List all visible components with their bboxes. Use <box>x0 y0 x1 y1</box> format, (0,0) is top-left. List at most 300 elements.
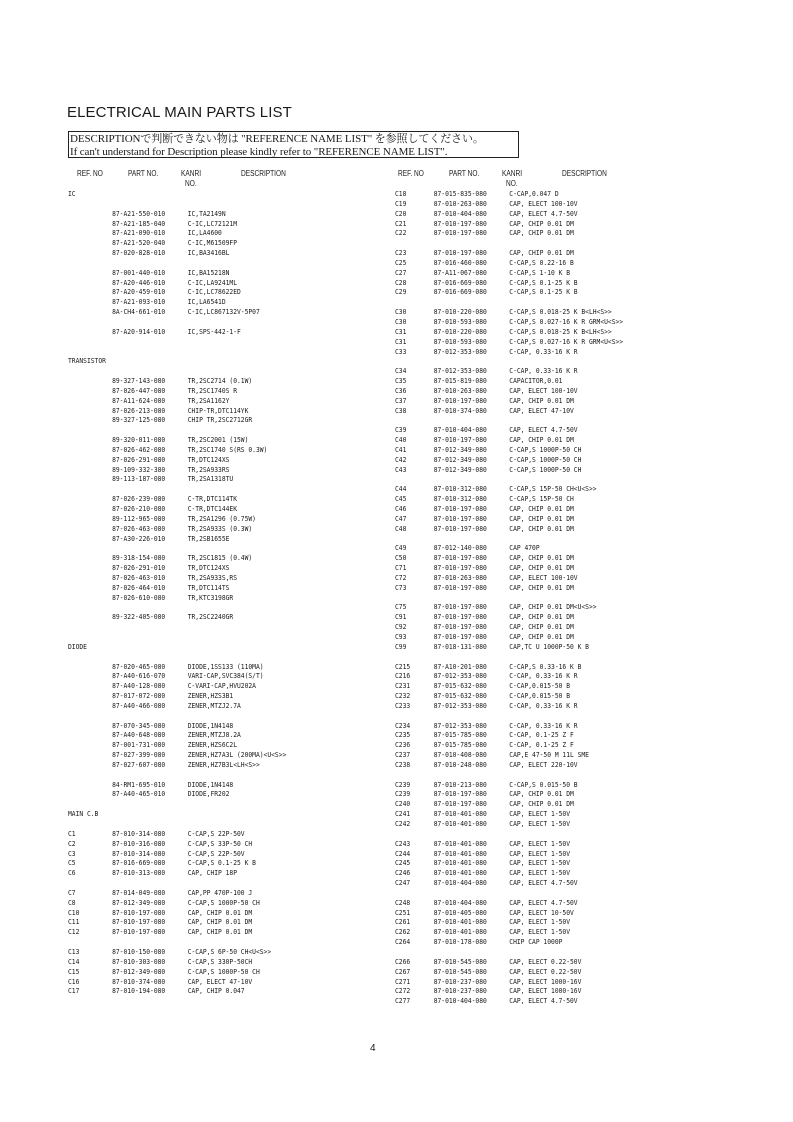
part-no-cell: 87-015-785-080 <box>433 731 487 740</box>
description-cell: CAP, CHIP 0.01 DM <box>509 505 574 513</box>
part-no-cell: 87-016-669-080 <box>433 278 487 287</box>
part-no-cell: 87-A21-185-040 <box>112 219 166 228</box>
description-cell: CAP, ELECT 100-10V <box>509 199 578 208</box>
part-no-cell: 87-010-237-080 <box>433 977 487 986</box>
description-cell: CAP, CHIP 0.01 DM <box>509 396 574 405</box>
ref-no-cell: C31 <box>395 327 407 336</box>
ref-no-cell: C243 <box>395 839 411 848</box>
ref-no-cell: C42 <box>395 455 407 464</box>
description-cell: CAP, ELECT 1-50V <box>509 810 570 819</box>
page-number: 4 <box>370 1043 376 1054</box>
description-cell: CAP, CHIP 0.01 DM <box>509 790 574 799</box>
description-cell: ZENER,HZ7B3L<LH<S>> <box>187 760 260 769</box>
ref-no-cell: C17 <box>68 987 80 996</box>
ref-no-cell: C33 <box>395 347 407 356</box>
part-no-cell: 87-010-263-080 <box>433 199 487 208</box>
part-no-cell: 87-010-593-080 <box>433 317 487 326</box>
description-cell: C-CAP,S 22P-50V <box>187 829 245 838</box>
description-cell: CAP, ELECT 0.22-50V <box>509 967 582 976</box>
description-cell: TR,DTC114TS <box>187 583 230 592</box>
part-no-cell: 87-010-197-080 <box>433 790 487 799</box>
part-no-cell: 87-026-239-080 <box>112 495 166 504</box>
part-no-cell: 87-A40-648-080 <box>112 731 166 740</box>
description-cell: CAP, ELECT 1000-16V <box>509 977 582 986</box>
ref-no-cell: C28 <box>395 278 407 287</box>
part-no-cell: 87-010-401-080 <box>433 859 487 868</box>
description-cell: CAP, CHIP 0.01 DM <box>509 229 574 238</box>
part-no-cell: 87-010-197-080 <box>433 603 487 612</box>
part-no-cell: 89-109-332-380 <box>112 465 166 474</box>
part-no-cell: 87-026-610-080 <box>112 593 166 602</box>
part-no-cell: 87-012-353-080 <box>433 721 487 730</box>
description-cell: CAP, CHIP 0.01 DM <box>187 908 253 917</box>
part-no-cell: 87-010-197-080 <box>433 219 487 228</box>
ref-no-cell: C236 <box>395 741 411 750</box>
part-no-cell: 87-010-248-080 <box>433 760 487 769</box>
description-cell: IC,TA2149N <box>187 209 226 218</box>
page-title: ELECTRICAL MAIN PARTS LIST <box>67 104 292 121</box>
description-cell: C-CAP,S 0.018-25 K B<LH<S>> <box>509 308 612 317</box>
part-no-cell: 87-027-399-080 <box>112 751 166 760</box>
part-no-cell: 87-015-819-080 <box>433 377 487 386</box>
ref-no-cell: C245 <box>395 859 411 868</box>
part-no-cell: 87-010-316-080 <box>112 839 166 848</box>
description-cell: IC,BA15218N <box>187 268 230 277</box>
description-cell: CAP, ELECT 47-10V <box>509 406 574 415</box>
description-cell: C-CAP,S 33P-50 CH <box>187 839 253 848</box>
description-cell: CAP, ELECT 100-10V <box>509 386 578 395</box>
part-no-cell: 87-A11-624-080 <box>112 396 166 405</box>
part-no-cell: 87-012-353-080 <box>433 347 487 356</box>
ref-no-cell: C251 <box>395 908 411 917</box>
ref-no-cell: C1 <box>68 829 76 838</box>
part-no-cell: 87-016-460-080 <box>433 258 487 267</box>
part-no-cell: 87-010-197-080 <box>433 564 487 573</box>
part-no-cell: 87-015-632-080 <box>433 682 487 691</box>
ref-no-cell: C23 <box>395 249 407 258</box>
part-no-cell: 87-010-197-080 <box>433 583 487 592</box>
part-no-cell: 87-020-465-080 <box>112 662 166 671</box>
ref-no-cell: C47 <box>395 514 407 523</box>
description-cell: CAP, ELECT 1-50V <box>509 928 570 937</box>
description-cell: DIODE,1SS133 (110MA) <box>187 662 264 671</box>
description-cell: CAP, ELECT 4.7-50V <box>509 879 578 888</box>
description-cell: VARI-CAP,SVC384(S/T) <box>187 672 264 681</box>
description-cell: CAP, ELECT 4.7-50V <box>509 426 578 435</box>
ref-no-cell: C237 <box>395 751 411 760</box>
part-no-cell: 87-010-401-080 <box>433 928 487 937</box>
ref-no-cell: C50 <box>395 554 407 563</box>
ref-no-cell: C39 <box>395 426 407 435</box>
part-no-cell: 87-010-545-080 <box>433 957 487 966</box>
part-no-cell: 87-010-401-080 <box>433 810 487 819</box>
ref-no-cell: C43 <box>395 465 407 474</box>
description-cell: CAP, ELECT 4.7-50V <box>509 997 578 1006</box>
part-no-cell: 87-010-401-080 <box>433 918 487 927</box>
ref-no-cell: C99 <box>395 642 407 651</box>
part-no-cell: 87-020-828-010 <box>112 249 166 258</box>
description-cell: CAP, CHIP 0.01 DM <box>509 219 574 228</box>
part-no-cell: 89-320-011-080 <box>112 436 166 445</box>
part-no-cell: 87-A21-550-010 <box>112 209 166 218</box>
notice-line-japanese: DESCRIPTIONで判断できない物は "REFERENCE NAME LIST" を参照してください。 <box>70 133 484 145</box>
section-label: DIODE <box>68 642 87 651</box>
ref-no-cell: C248 <box>395 898 411 907</box>
section-label: MAIN C.B <box>68 810 99 819</box>
description-cell: CHIP-TR,DTC114YK <box>187 406 249 415</box>
part-no-cell: 87-010-197-080 <box>433 554 487 563</box>
description-cell: TR,2SB1655E <box>187 534 230 543</box>
part-no-cell: 89-318-154-080 <box>112 554 166 563</box>
part-no-cell: 87-026-464-010 <box>112 583 166 592</box>
part-no-cell: 87-010-197-080 <box>112 918 166 927</box>
ref-no-cell: C14 <box>68 957 80 966</box>
part-no-cell: 87-010-401-080 <box>433 820 487 828</box>
part-no-cell: 87-010-197-080 <box>433 505 487 513</box>
description-cell: CAP, CHIP 0.01 DM <box>509 436 574 445</box>
description-cell: C-IC,LC72121M <box>187 219 238 228</box>
part-no-cell: 87-010-194-080 <box>112 987 166 996</box>
description-cell: CAP, ELECT 0.22-50V <box>509 957 582 966</box>
description-cell: CAP, CHIP 0.01 DM <box>509 613 574 622</box>
ref-no-cell: C34 <box>395 367 407 376</box>
description-cell: CAP, ELECT 4.7-50V <box>509 898 578 907</box>
part-no-cell: 87-026-291-010 <box>112 564 166 573</box>
right-header-kanri-no: NO. <box>506 179 518 188</box>
ref-no-cell: C25 <box>395 258 407 267</box>
ref-no-cell: C38 <box>395 406 407 415</box>
description-cell: C-CAP,0.015-50 B <box>509 682 570 691</box>
ref-no-cell: C235 <box>395 731 411 740</box>
description-cell: C-CAP,S 0.027-16 K R GRM<U<S>> <box>509 317 624 326</box>
part-no-cell: 87-A10-201-080 <box>433 662 487 671</box>
description-cell: CAP, ELECT 1-50V <box>509 869 570 878</box>
description-cell: TR,2SA1296 (0.75W) <box>187 514 256 523</box>
description-cell: C-CAP,S 0.027-16 K R GRM<U<S>> <box>509 337 624 346</box>
part-no-cell: 87-012-353-080 <box>433 367 487 376</box>
part-no-cell: 87-010-197-080 <box>433 396 487 405</box>
ref-no-cell: C21 <box>395 219 407 228</box>
description-cell: CAP, ELECT 4.7-50V <box>509 209 578 218</box>
part-no-cell: 87-014-049-080 <box>112 888 166 897</box>
description-cell: CAP, CHIP 0.01 DM <box>509 554 574 563</box>
part-no-cell: 87-010-404-080 <box>433 997 487 1006</box>
part-no-cell: 87-010-197-080 <box>433 524 487 533</box>
description-cell: C-IC,LC78622ED <box>187 288 241 297</box>
part-no-cell: 87-012-353-080 <box>433 672 487 681</box>
left-header-description: DESCRIPTION <box>241 169 286 178</box>
ref-no-cell: C30 <box>395 308 407 317</box>
description-cell: C-IC,M61509FP <box>187 239 238 248</box>
ref-no-cell: C45 <box>395 495 407 504</box>
notice-line-english: If can't understand for Description please kindly refer to "REFERENCE NAME LIST". <box>70 145 448 158</box>
ref-no-cell: C10 <box>68 908 80 917</box>
description-cell: C-CAP,S 0.33-16 K B <box>509 662 582 671</box>
description-cell: CAP, CHIP 0.01 DM <box>509 524 574 533</box>
ref-no-cell: C240 <box>395 800 411 809</box>
ref-no-cell: C239 <box>395 790 411 799</box>
part-no-cell: 87-012-349-080 <box>433 455 487 464</box>
part-no-cell: 89-327-143-080 <box>112 377 166 386</box>
part-no-cell: 87-012-353-080 <box>433 701 487 710</box>
ref-no-cell: C231 <box>395 682 411 691</box>
part-no-cell: 87-010-237-080 <box>433 987 487 996</box>
ref-no-cell: C75 <box>395 603 407 612</box>
part-no-cell: 84-RM1-695-010 <box>112 780 166 789</box>
ref-no-cell: C15 <box>68 967 80 976</box>
ref-no-cell: C20 <box>395 209 407 218</box>
part-no-cell: 87-001-731-080 <box>112 741 166 750</box>
description-cell: TR,2SA933RS <box>187 465 230 474</box>
ref-no-cell: C72 <box>395 573 407 582</box>
description-cell: C-IC,LA9241ML <box>187 278 238 287</box>
description-cell: CAP, CHIP 0.01 DM <box>509 800 574 809</box>
description-cell: TR,2SA933S,RS <box>187 573 238 582</box>
part-no-cell: 87-026-463-010 <box>112 573 166 582</box>
ref-no-cell: C215 <box>395 662 411 671</box>
description-cell: C-VARI-CAP,HVU202A <box>187 682 256 691</box>
description-cell: TR,DTC124XS <box>187 455 230 464</box>
ref-no-cell: C239 <box>395 780 411 789</box>
part-no-cell: 87-010-263-080 <box>433 386 487 395</box>
ref-no-cell: C264 <box>395 938 411 947</box>
ref-no-cell: C92 <box>395 623 407 632</box>
description-cell: C-CAP, 0.1-25 Z F <box>509 741 574 750</box>
ref-no-cell: C277 <box>395 997 411 1006</box>
description-cell: TR,2SA1318TU <box>187 475 234 484</box>
description-cell: C-CAP,S 330P-50CH <box>187 957 253 966</box>
description-cell: C-CAP,S 0.015-50 B <box>509 780 578 789</box>
part-no-cell: 89-112-965-080 <box>112 514 166 523</box>
part-no-cell: 87-010-374-080 <box>433 406 487 415</box>
part-no-cell: 89-322-405-080 <box>112 613 166 622</box>
ref-no-cell: C40 <box>395 436 407 445</box>
description-cell: C-CAP,0.015-50 B <box>509 692 570 701</box>
description-cell: CAP, CHIP 0.01 DM <box>509 564 574 573</box>
part-no-cell: 87-A21-520-040 <box>112 239 166 248</box>
part-no-cell: 87-A30-226-010 <box>112 534 166 543</box>
part-no-cell: 87-026-447-080 <box>112 386 166 395</box>
ref-no-cell: C8 <box>68 898 76 907</box>
ref-no-cell: C49 <box>395 544 407 553</box>
ref-no-cell: C6 <box>68 869 76 878</box>
part-no-cell: 87-015-835-080 <box>433 190 487 198</box>
description-cell: CAP, CHIP 18P <box>187 869 238 878</box>
part-no-cell: 87-026-210-080 <box>112 505 166 513</box>
ref-no-cell: C12 <box>68 928 80 937</box>
part-no-cell: 8A-CH4-661-010 <box>112 308 166 317</box>
right-header-ref-no: REF. NO <box>398 169 424 178</box>
ref-no-cell: C271 <box>395 977 411 986</box>
description-cell: IC,BA3416BL <box>187 249 230 258</box>
description-cell: C-CAP,S 0.1-25 K B <box>187 859 256 868</box>
right-header-description: DESCRIPTION <box>562 169 607 178</box>
description-cell: C-CAP,S 1000P-50 CH <box>187 967 260 976</box>
part-no-cell: 87-010-197-080 <box>433 514 487 523</box>
part-no-cell: 89-327-125-080 <box>112 416 166 425</box>
part-no-cell: 87-A40-128-080 <box>112 682 166 691</box>
description-cell: CAP, CHIP 0.01 DM <box>509 249 574 258</box>
ref-no-cell: C272 <box>395 987 411 996</box>
part-no-cell: 87-010-404-080 <box>433 898 487 907</box>
part-no-cell: 87-010-313-080 <box>112 869 166 878</box>
part-no-cell: 87-010-314-080 <box>112 849 166 858</box>
part-no-cell: 87-010-401-080 <box>433 869 487 878</box>
ref-no-cell: C41 <box>395 445 407 454</box>
part-no-cell: 87-010-593-080 <box>433 337 487 346</box>
part-no-cell: 87-026-462-080 <box>112 445 166 454</box>
description-cell: C-CAP,S 1-10 K B <box>509 268 570 277</box>
part-no-cell: 87-010-312-080 <box>433 495 487 504</box>
ref-no-cell: C71 <box>395 564 407 573</box>
part-no-cell: 87-016-669-080 <box>433 288 487 297</box>
section-label: IC <box>68 190 76 198</box>
description-cell: TR,2SC2240GR <box>187 613 234 622</box>
part-no-cell: 87-010-404-080 <box>433 209 487 218</box>
part-no-cell: 87-010-213-080 <box>433 780 487 789</box>
part-no-cell: 87-010-312-080 <box>433 485 487 494</box>
ref-no-cell: C246 <box>395 869 411 878</box>
description-cell: C-CAP,S 0.1-25 K B <box>509 288 578 297</box>
description-cell: TR,KTC3198GR <box>187 593 234 602</box>
ref-no-cell: C73 <box>395 583 407 592</box>
right-header-part-no: PART NO. <box>449 169 480 178</box>
part-no-cell: 87-070-345-080 <box>112 721 166 730</box>
ref-no-cell: C261 <box>395 918 411 927</box>
description-cell: C-CAP, 0.33-16 K R <box>509 367 578 376</box>
part-no-cell: 87-010-405-080 <box>433 908 487 917</box>
description-cell: ZENER,HZ7A3L (200MA)<U<S>> <box>187 751 287 760</box>
description-cell: TR,2SC1740S R <box>187 386 238 395</box>
left-header-kanri-no: NO. <box>185 179 197 188</box>
part-no-cell: 87-010-197-080 <box>433 436 487 445</box>
description-cell: CAP, ELECT 10-50V <box>509 908 574 917</box>
description-cell: CAP, ELECT 1-50V <box>509 918 570 927</box>
ref-no-cell: C16 <box>68 977 80 986</box>
ref-no-cell: C48 <box>395 524 407 533</box>
ref-no-cell: C36 <box>395 386 407 395</box>
ref-no-cell: C44 <box>395 485 407 494</box>
part-no-cell: 87-A20-459-010 <box>112 288 166 297</box>
part-no-cell: 87-010-401-080 <box>433 839 487 848</box>
part-no-cell: 87-015-785-080 <box>433 741 487 750</box>
description-cell: CAP,PP 470P-100 J <box>187 888 253 897</box>
description-cell: ZENER,HZS6C2L <box>187 741 238 750</box>
ref-no-cell: C31 <box>395 337 407 346</box>
ref-no-cell: C247 <box>395 879 411 888</box>
part-no-cell: 87-010-178-080 <box>433 938 487 947</box>
description-cell: TR,2SC1815 (0.4W) <box>187 554 253 563</box>
part-no-cell: 87-A11-067-080 <box>433 268 487 277</box>
description-cell: C-CAP,S 15P-50 CH <box>509 495 574 504</box>
part-no-cell: 87-A40-465-010 <box>112 790 166 799</box>
description-cell: TR,2SA1162Y <box>187 396 230 405</box>
part-no-cell: 87-026-463-080 <box>112 524 166 533</box>
description-cell: CAP 470P <box>509 544 540 553</box>
part-no-cell: 87-010-150-080 <box>112 947 166 956</box>
ref-no-cell: C7 <box>68 888 76 897</box>
description-cell: C-CAP,S 0.018-25 K B<LH<S>> <box>509 327 612 336</box>
description-cell: TR,DTC124XS <box>187 564 230 573</box>
description-cell: C-TR,DTC144EK <box>187 505 238 513</box>
description-cell: TR,2SC2714 (0.1W) <box>187 377 253 386</box>
description-cell: ZENER,MTZJ8.2A <box>187 731 241 740</box>
part-no-cell: 87-010-197-080 <box>112 908 166 917</box>
description-cell: C-CAP, 0.33-16 K R <box>509 701 578 710</box>
ref-no-cell: C262 <box>395 928 411 937</box>
description-cell: C-CAP, 0.1-25 Z F <box>509 731 574 740</box>
ref-no-cell: C37 <box>395 396 407 405</box>
part-no-cell: 87-010-303-080 <box>112 957 166 966</box>
description-cell: C-CAP,S 0.1-25 K B <box>509 278 578 287</box>
description-cell: TR,2SA933S (0.3W) <box>187 524 253 533</box>
description-cell: CHIP CAP 1000P <box>509 938 563 947</box>
part-no-cell: 87-010-197-080 <box>433 623 487 632</box>
description-cell: CAP,TC U 1000P-50 K B <box>509 642 589 651</box>
ref-no-cell: C11 <box>68 918 80 927</box>
part-no-cell: 87-010-197-080 <box>433 613 487 622</box>
part-no-cell: 87-010-401-080 <box>433 849 487 858</box>
ref-no-cell: C242 <box>395 820 411 828</box>
description-cell: C-CAP,S 15P-50 CH<U<S>> <box>509 485 597 494</box>
description-cell: DIODE,1N4148 <box>187 780 234 789</box>
description-cell: C-CAP,S 1000P-50 CH <box>187 898 260 907</box>
description-cell: CAP, ELECT 1-50V <box>509 849 570 858</box>
description-cell: CAP, ELECT 1000-16V <box>509 987 582 996</box>
description-cell: CAP, CHIP 0.01 DM<U<S>> <box>509 603 597 612</box>
part-no-cell: 87-012-349-080 <box>433 465 487 474</box>
part-no-cell: 87-010-408-080 <box>433 751 487 760</box>
part-no-cell: 87-010-197-080 <box>112 928 166 937</box>
ref-no-cell: C46 <box>395 505 407 513</box>
ref-no-cell: C267 <box>395 967 411 976</box>
description-cell: CAP, ELECT 1-50V <box>509 839 570 848</box>
ref-no-cell: C5 <box>68 859 76 868</box>
description-cell: C-CAP,S 22P-50V <box>187 849 245 858</box>
right-header-kanri: KANRI <box>502 169 523 178</box>
part-no-cell: 87-010-314-080 <box>112 829 166 838</box>
description-cell: CAP, CHIP 0.047 <box>187 987 245 996</box>
ref-no-cell: C13 <box>68 947 80 956</box>
description-cell: IC,LA4600 <box>187 229 222 238</box>
ref-no-cell: C241 <box>395 810 411 819</box>
part-no-cell: 87-018-131-080 <box>433 642 487 651</box>
description-cell: DIODE,FR202 <box>187 790 230 799</box>
description-cell: CAP, ELECT 1-50V <box>509 859 570 868</box>
part-no-cell: 89-113-187-080 <box>112 475 166 484</box>
ref-no-cell: C232 <box>395 692 411 701</box>
description-cell: C-CAP,S 1000P-50 CH <box>509 465 582 474</box>
part-no-cell: 87-010-374-080 <box>112 977 166 986</box>
part-no-cell: 87-015-632-080 <box>433 692 487 701</box>
part-no-cell: 87-010-220-080 <box>433 308 487 317</box>
description-cell: TR,2SC1740 S(RS 0.3W) <box>187 445 268 454</box>
ref-no-cell: C35 <box>395 377 407 386</box>
description-cell: ZENER,MTZJ2.7A <box>187 701 241 710</box>
part-no-cell: 87-A20-446-010 <box>112 278 166 287</box>
part-no-cell: 87-016-669-080 <box>112 859 166 868</box>
ref-no-cell: C29 <box>395 288 407 297</box>
description-cell: CAP, CHIP 0.01 DM <box>187 918 253 927</box>
ref-no-cell: C233 <box>395 701 411 710</box>
description-cell: CAP, ELECT 47-10V <box>187 977 253 986</box>
ref-no-cell: C2 <box>68 839 76 848</box>
ref-no-cell: C22 <box>395 229 407 238</box>
description-cell: C-CAP,S 1000P-50 CH <box>509 445 582 454</box>
ref-no-cell: C19 <box>395 199 407 208</box>
part-no-cell: 87-010-197-080 <box>433 249 487 258</box>
description-cell: C-CAP,S 1000P-50 CH <box>509 455 582 464</box>
